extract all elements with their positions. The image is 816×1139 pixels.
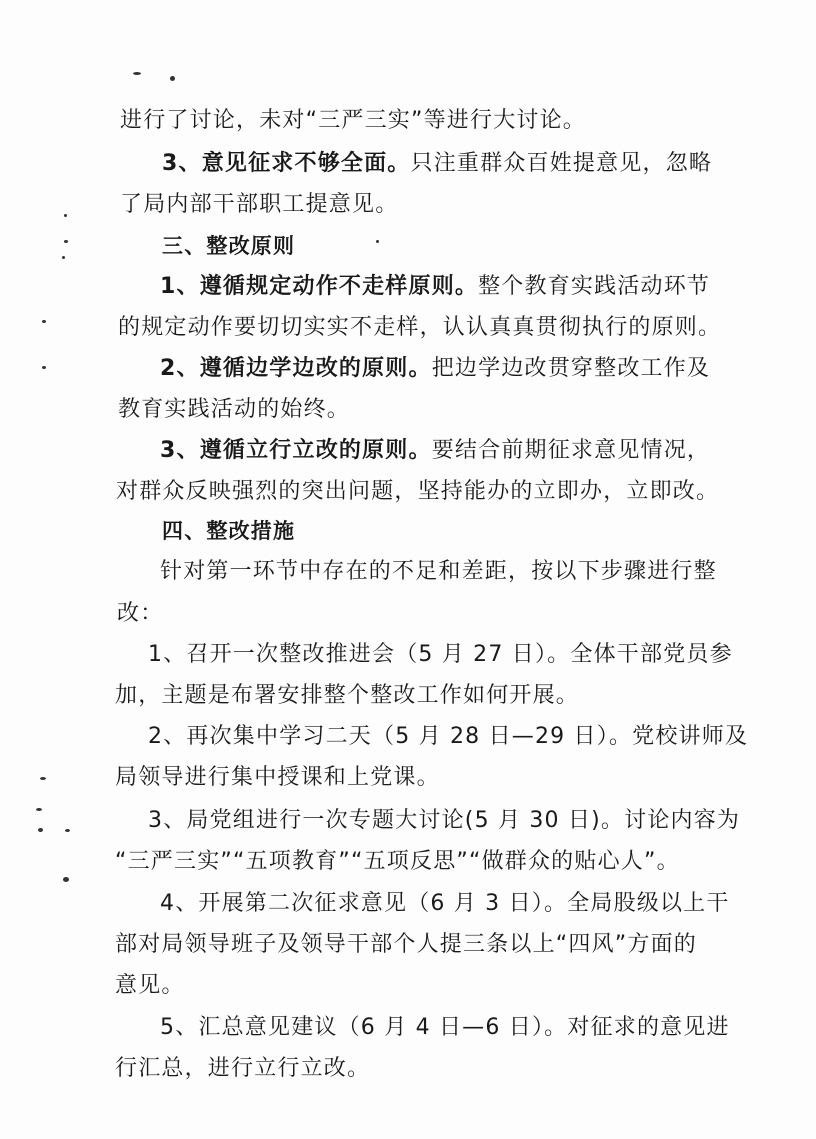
text-line (148, 640, 733, 670)
scan-speck (42, 366, 46, 369)
text-line (160, 436, 710, 466)
text-run: 了局内部干部职工提意见。 (120, 192, 399, 217)
text-run: 改： (117, 601, 164, 626)
bold-text-run: 四、整改措施 (162, 519, 296, 543)
bold-text-run: 3、意见征求不够全面。 (162, 151, 411, 176)
text-line (148, 806, 740, 836)
scan-speck (42, 320, 46, 323)
text-line (118, 395, 350, 425)
text-line (115, 763, 440, 793)
text-run: 只注重群众百姓提意见，忽略 (410, 151, 713, 176)
text-run: 5、汇总意见建议（6 月 4 日—6 日）。对征求的意见进 (160, 1015, 730, 1040)
bold-text-run: 3、遵循立行立改的原则。 (160, 438, 432, 463)
text-run: 意见。 (115, 973, 185, 998)
text-line (115, 930, 697, 960)
scan-speck (64, 214, 67, 217)
scan-speck (63, 877, 69, 882)
section-heading (162, 231, 295, 261)
text-run: 加，主题是布署安排整个整改工作如何开展。 (115, 683, 580, 708)
text-run: 进行了讨论，未对“三严三实”等进行大讨论。 (120, 108, 586, 133)
text-line (120, 106, 586, 136)
text-run: 教育实践活动的始终。 (118, 397, 351, 422)
bold-text-run: 2、遵循边学边改的原则。 (160, 356, 432, 381)
text-run: 3、局党组进行一次专题大讨论(5 月 30 日)。讨论内容为 (148, 808, 741, 833)
scan-speck (170, 76, 175, 81)
scan-speck (40, 777, 46, 780)
text-line (162, 149, 712, 179)
text-line (116, 477, 719, 507)
text-run: 4、开展第二次征求意见（6 月 3 日）。全局股级以上干 (160, 891, 730, 916)
text-run: 行汇总，进行立行立改。 (115, 1056, 371, 1081)
text-line (160, 557, 717, 587)
text-run: 对群众反映强烈的突出问题，坚持能办的立即办，立即改。 (116, 479, 720, 504)
scan-speck (64, 240, 68, 243)
scan-speck (133, 72, 141, 75)
text-run: 局领导进行集中授课和上党课。 (115, 765, 440, 790)
scan-speck (62, 256, 65, 259)
text-line (115, 847, 680, 877)
text-run: 1、召开一次整改推进会（5 月 27 日）。全体干部党员参 (148, 642, 733, 667)
text-run: 的规定动作要切切实实不走样，认认真真贯彻执行的原则。 (118, 315, 722, 340)
text-line (160, 354, 710, 384)
scan-speck (38, 828, 43, 832)
text-line (115, 1054, 370, 1084)
section-heading (162, 516, 295, 546)
bold-text-run: 三、整改原则 (162, 234, 296, 258)
text-line (115, 681, 579, 711)
text-run: 针对第一环节中存在的不足和差距，按以下步骤进行整 (160, 559, 717, 584)
scan-speck (36, 808, 42, 811)
text-line (160, 889, 730, 919)
text-line (160, 272, 710, 302)
text-line (160, 1013, 730, 1043)
text-line (148, 722, 748, 752)
text-line (115, 971, 185, 1001)
bold-text-run: 1、遵循规定动作不走样原则。 (160, 274, 479, 299)
text-run: 整个教育实践活动环节 (478, 274, 711, 299)
text-run: “三严三实”“五项教育”“五项反思”“做群众的贴心人”。 (115, 849, 680, 874)
text-line (118, 313, 721, 343)
text-run: 部对局领导班子及领导干部个人提三条以上“四风”方面的 (115, 932, 697, 957)
text-run: 2、再次集中学习二天（5 月 28 日—29 日）。党校讲师及 (148, 724, 749, 749)
text-run: 要结合前期征求意见情况， (431, 438, 711, 463)
scan-speck (376, 240, 379, 243)
scan-speck (65, 829, 70, 832)
text-line (117, 599, 163, 629)
text-run: 把边学边改贯穿整改工作及 (431, 356, 711, 381)
text-line (120, 190, 398, 220)
